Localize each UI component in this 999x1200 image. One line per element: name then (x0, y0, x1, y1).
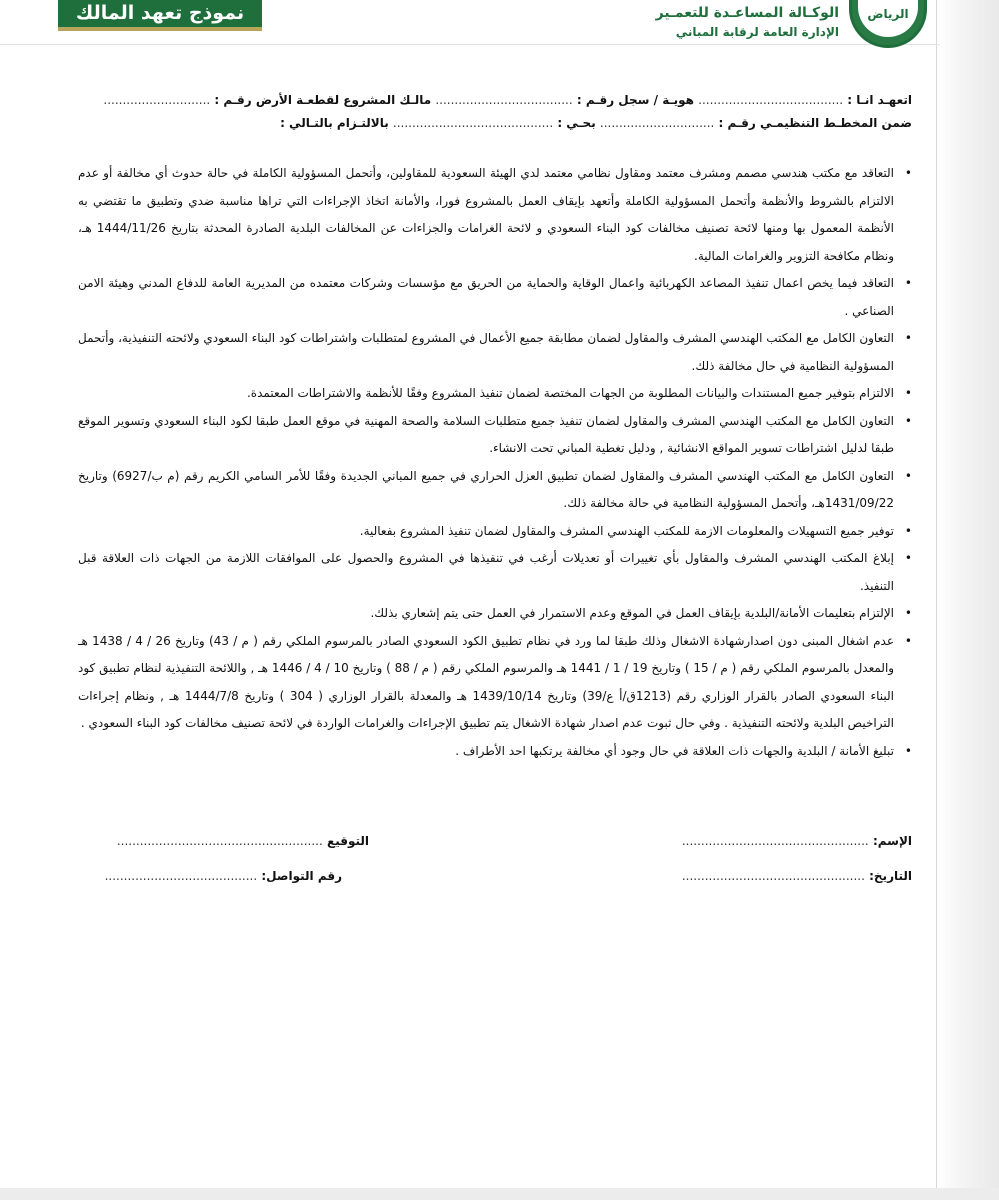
clause-item: • التعاون الكامل مع المكتب الهندسي المشرف والمقاول لضمان تنفيذ جميع متطلبات السلامة والصحة المهنية في موقع العمل طبقا لكود البناء السعودي وتسوير الموقع طبقا لدليل اشتراطات تسوير المواقع الانشائية , ودليل تغطية المباني تحت الانشاء. (78, 413, 912, 455)
page-edge-line (936, 0, 937, 1200)
clause-item: • التعاقد مع مكتب هندسي مصمم ومشرف معتمد ومقاول نظامي معتمد لدي الهيئة السعودية للمقاولين، وأتحمل المسؤولية الكاملة في حالة حدوث أي مخالفة أو عدم الالتزام بالشروط والأنظمة وأتحمل المسؤولية الكاملة وأتعهد بإيقاف العمل بالمشروع فورا، والأمانة اتخاذ الإجراءات التي تراها مناسبة ضدي وتطبيق ما تقتضي به الأنظمة المعمول بها ومنها لائحة تصنيف مخالفات كود البناء السعودي و لائحة الغرامات والجزاءات عن المخالفات البلدية الصادرة المحدثة بتاريخ 1444/11/26 هـ، ونظام مكافحة التزوير والغرامات المالية. (78, 166, 912, 263)
agency-name (656, 4, 839, 40)
clause-item: • الإلتزام بتعليمات الأمانة/البلدية بإيقاف العمل في الموقع وعدم الاستمرار في العمل حتى يتم إشعاري بذلك. (370, 606, 912, 620)
clause-item: • التعاون الكامل مع المكتب الهندسي المشرف والمقاول لضمان مطابقة جميع الأعمال في المشروع لمتطلبات واشتراطات كود البناء السعودي ولائحته التنفيذية، وأتحمل المسؤولية النظامية في حال مخالفة ذلك. (78, 331, 912, 373)
clause-item: • عدم اشغال المبنى دون اصدارشهادة الاشغال وذلك طبقا لما ورد في نظام تطبيق الكود السعودي الصادر بالمرسوم الملكي رقم ( م / 43) وتاريخ 26 / 4 / 1438 هـ والمعدل بالمرسوم الملكي رقم ( م / 15 ) وتاريخ 19 / 1 / 1441 هـ والمرسوم الملكي رقم ( م / 88 ) وتاريخ 10 / 4 / 1446 هـ , واللائحة التنفيذية لنظام تطبيق كود البناء السعودي الصادر بالقرار الوزاري رقم (1213ق/أ ع/39) وتاريخ 1439/10/14 هـ والمعدلة بالقرار الوزاري ( 304 ) وتاريخ 1444/7/8 هـ , ونظام إجراءات التراخيص البلدية ولائحته التنفيذية . وفي حال ثبوت عدم اصدار شهادة الاشغال يتم تطبيق الإجراءات والغرامات الواردة في لائحة تصنيف مخالفات كود البناء السعودي . (78, 633, 912, 730)
agency-line-1: الوكـالة المساعـدة للتعمـير (655, 5, 839, 21)
page-edge-shadow (937, 0, 999, 1200)
clause-item: • التعاقد فيما يخص اعمال تنفيذ المصاعد الكهربائية واعمال الوقاية والحماية من الحريق مع مؤسسات وشركات معتمده من المديرية العامة للدفاع المدني وهيئة الامن الصناعي . (78, 276, 912, 318)
clause-item: • توفير جميع التسهيلات والمعلومات الازمة للمكتب الهندسي المشرف والمقاول لضمان تنفيذ المشروع بفعالية. (359, 523, 912, 538)
header-divider (0, 44, 940, 45)
scheme-number-field[interactable]: .............................. (599, 116, 715, 130)
commitment-label: بالالتـزام بالتـالي : (280, 116, 389, 130)
name-label: الإسم: (872, 834, 912, 848)
plot-owner-label: مالـك المشروع لقطعـة الأرض رقـم : (214, 93, 432, 107)
id-label: هويـة / سجل رقـم : (576, 93, 694, 107)
name-field[interactable]: ................................................. (681, 834, 869, 848)
pledge-line-1 (103, 93, 912, 107)
pledge-line-2 (280, 116, 912, 130)
clause-item: • الالتزام بتوفير جميع المستندات والبيانات المطلوبة من الجهات المختصة لضمان تنفيذ المشروع وفقًا للأنظمة والاشتراطات المعتمدة. (246, 386, 912, 400)
phone-field[interactable]: ........................................ (104, 869, 258, 883)
pledger-label: اتعهـد انـا : (847, 93, 912, 107)
date-label: التاريخ: (869, 869, 912, 883)
date-field[interactable]: ................................................ (681, 869, 865, 883)
signature-field[interactable]: ...................................................... (116, 834, 323, 848)
signature-row (117, 834, 369, 848)
phone-row (105, 869, 342, 883)
district-label: بحـي : (557, 116, 596, 130)
district-field[interactable]: .......................................... (392, 116, 554, 130)
agency-line-2: الإدارة العامة لرقابة المباني (675, 25, 839, 39)
logo-text: الرياض (867, 7, 909, 21)
clause-item: • تبليغ الأمانة / البلدية والجهات ذات العلاقة في حال وجود أي مخالفة يرتكبها احد الأطراف . (455, 743, 912, 758)
clause-item: • التعاون الكامل مع المكتب الهندسي المشرف والمقاول لضمان تطبيق العزل الحراري في جميع المباني الجديدة وفقًا للأمر السامي الكريم رقم (م ب/6927) وتاريخ 1431/09/22هـ، وأتحمل المسؤولية النظامية في حالة مخالفة ذلك. (78, 468, 912, 510)
id-number-field[interactable]: .................................... (435, 93, 573, 107)
pledger-name-field[interactable]: ...................................... (698, 93, 844, 107)
name-row (682, 834, 912, 848)
plot-number-field[interactable]: ............................ (103, 93, 211, 107)
date-row (682, 869, 912, 883)
phone-label: رقم التواصل: (261, 869, 342, 883)
clause-item: • إبلاغ المكتب الهندسي المشرف والمقاول بأي تغييرات أو تعديلات أرغب في تنفيذها في المشروع والحصول على الموافقات اللازمة من الجهات ذات العلاقة قبل التنفيذ. (78, 551, 912, 593)
signature-label: التوقيع (327, 834, 369, 848)
riyadh-municipality-logo (849, 0, 927, 48)
scheme-label: ضمن المخطـط التنظيمـي رقـم : (718, 116, 912, 130)
form-title: نموذج تعهد المالك (58, 0, 262, 31)
page-bottom-shadow (0, 1188, 999, 1200)
pledge-clauses (78, 160, 912, 765)
